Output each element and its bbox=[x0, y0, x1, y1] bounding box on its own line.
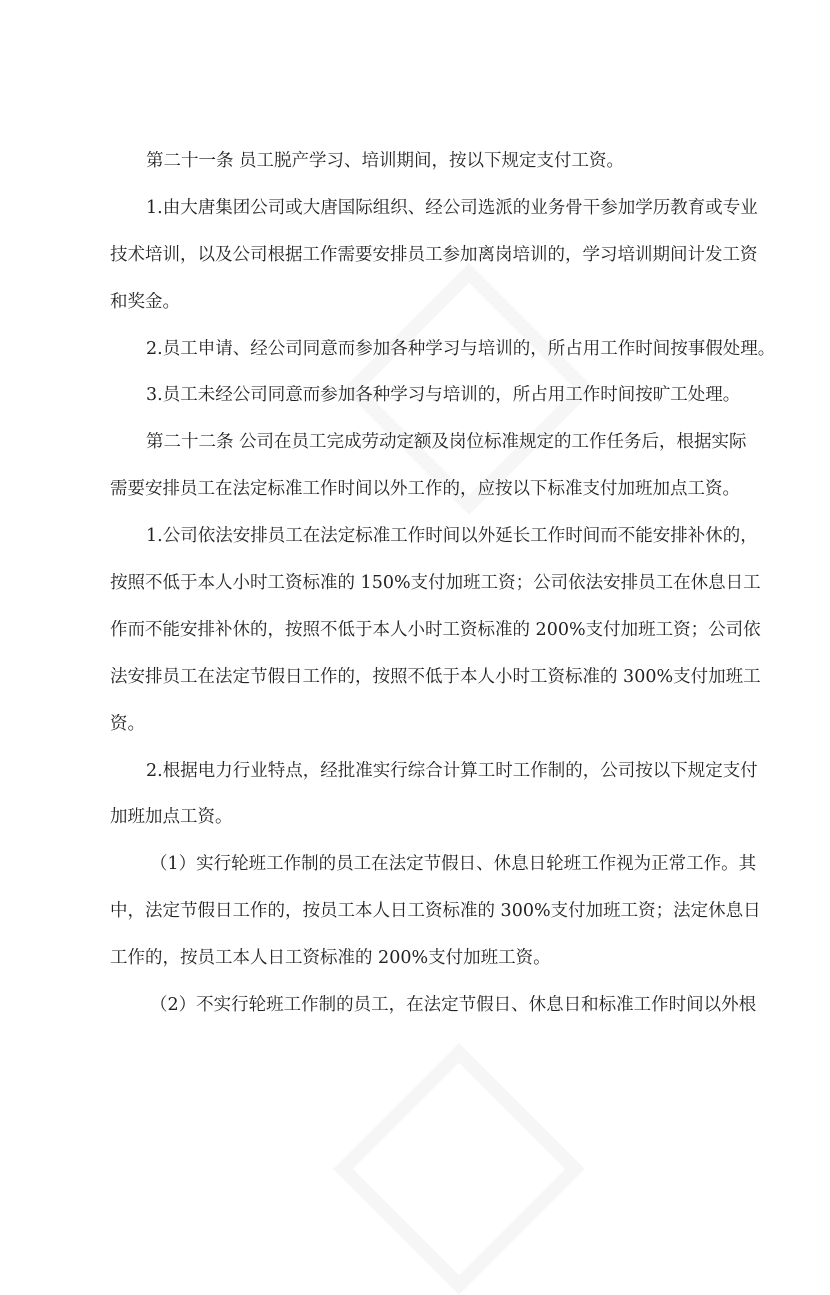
paragraph-line: 法安排员工在法定节假日工作的，按照不低于本人小时工资标准的 300%支付加班工 bbox=[110, 666, 761, 687]
paragraph-line: 中，法定节假日工作的，按员工本人日工资标准的 300%支付加班工资；法定休息日 bbox=[110, 901, 761, 922]
paragraph-line: 需要安排员工在法定标准工作时间以外工作的，应按以下标准支付加班加点工资。 bbox=[110, 479, 740, 500]
paragraph-line: 2.员工申请、经公司同意而参加各种学习与培训的，所占用工作时间按事假处理。 bbox=[146, 338, 776, 359]
paragraph-line: 工作的，按员工本人日工资标准的 200%支付加班工资。 bbox=[110, 948, 551, 969]
paragraph-line: 按照不低于本人小时工资标准的 150%支付加班工资；公司依法安排员工在休息日工 bbox=[110, 573, 761, 594]
paragraph bbox=[110, 379, 741, 426]
paragraph-line: （2）不实行轮班工作制的员工，在法定节假日、休息日和标准工作时间以外根 bbox=[150, 995, 757, 1016]
paragraph-line: （1）实行轮班工作制的员工在法定节假日、休息日轮班工作视为正常工作。其 bbox=[150, 854, 757, 875]
paragraph bbox=[110, 426, 747, 520]
paragraph-line: 第二十一条 员工脱产学习、培训期间，按以下规定支付工资。 bbox=[146, 151, 625, 171]
paragraph-line: 资。 bbox=[110, 713, 145, 734]
paragraph-line: 2.根据电力行业特点，经批准实行综合计算工时工作制的，公司按以下规定支付 bbox=[146, 760, 758, 781]
paragraph bbox=[110, 192, 758, 333]
paragraph-line: 作而不能安排补休的，按照不低于本人小时工资标准的 200%支付加班工资；公司依 bbox=[110, 619, 761, 640]
paragraph bbox=[110, 145, 738, 192]
paragraph-line: 第二十二条 公司在员工完成劳动定额及岗位标准规定的工作任务后，根据实际 bbox=[146, 432, 747, 453]
paragraph-line: 和奖金。 bbox=[110, 291, 180, 312]
paragraph-line: 加班加点工资。 bbox=[110, 807, 233, 828]
paragraph bbox=[110, 989, 757, 1036]
paragraph-line: 1.由大唐集团公司或大唐国际组织、经公司选派的业务骨干参加学历教育或专业 bbox=[146, 197, 758, 218]
watermark-logo bbox=[333, 1043, 585, 1295]
paragraph bbox=[110, 755, 758, 849]
paragraph-line: 技术培训，以及公司根据工作需要安排员工参加离岗培训的，学习培训期间计发工资 bbox=[110, 244, 758, 265]
document-body bbox=[110, 145, 776, 1036]
paragraph bbox=[110, 520, 761, 754]
paragraph-line: 3.员工未经公司同意而参加各种学习与培训的，所占用工作时间按旷工处理。 bbox=[146, 385, 741, 406]
paragraph-line: 1.公司依法安排员工在法定标准工作时间以外延长工作时间而不能安排补休的， bbox=[146, 526, 758, 547]
paragraph bbox=[110, 848, 761, 989]
paragraph bbox=[110, 333, 776, 380]
